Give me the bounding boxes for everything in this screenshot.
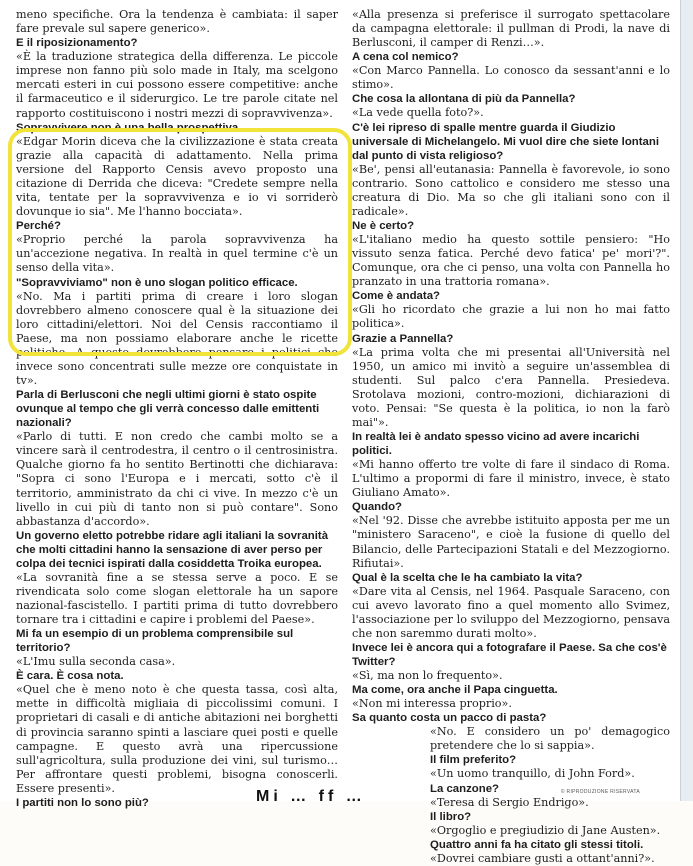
interview-answer: «Con Marco Pannella. Lo conosco da sessant'anni e lo stimo». [352, 64, 670, 92]
interview-question: Grazie a Pannella? [352, 332, 454, 345]
interview-question: Il film preferito? [430, 754, 517, 767]
interview-answer: «La vede quella foto?». [352, 106, 484, 120]
interview-question: Parla di Berlusconi che negli ultimi giorni è stato ospite ovunque al tempo che gli verrà concesso dalle emittenti nazionali? [16, 389, 320, 430]
interview-question: Perché? [16, 220, 61, 233]
interview-answer: «Orgoglio e pregiudizio di Jane Austen». [430, 823, 661, 837]
interview-answer: «Dare vita al Censis, nel 1964. Pasquale Saraceno, con cui avevo lavorato fino a quel momento allo Svimez, l'associazione per lo sviluppo del Mezzogiorno, pensava che non saremmo durati molto». [352, 584, 670, 640]
interview-answer: «Un uomo tranquillo, di John Ford». [430, 767, 635, 781]
interview-answer: «Dovrei cambiare gusti a ottant'anni?». [430, 851, 655, 865]
interview-answer: «È la traduzione strategica della differenza. Le piccole imprese non fanno più solo made in Italy, ma scelgono mercati esteri in cui possono essere competitive: anche il farmaceutico e il siderurgico. Le tre parole citate nel rapporto costituiscono i nostri mezzi di sopravvivenza». [16, 50, 338, 120]
interview-question: C'è lei ripreso di spalle mentre guarda il Giudizio universale di Michelangelo. Mi vuol dire che siete lontani dal punto di vista religioso? [352, 121, 659, 162]
interview-answer: «L'Imu sulla seconda casa». [16, 655, 176, 669]
interview-answer: «L'italiano medio ha questo sottile pensiero: "Ho vissuto senza fatica. Perché devo fatica' pe' mori'?". Comunque, ora che ci penso, una volta con Pannella ho pranzato in una trattoria romana». [352, 232, 670, 289]
page-edge [680, 0, 693, 801]
interview-answer: «No. E considero un po' demagogico pretendere che lo si sappia». [430, 725, 670, 753]
interview-answer: «Be', pensi all'eutanasia: Pannella è favorevole, io sono contrario. Sono cattolico e considero me stesso una creatura di Dio. Ma so che gli italiani sono con il radicale». [352, 162, 670, 218]
interview-question: In realtà lei è andato spesso vicino ad avere incarichi politici. [352, 431, 640, 458]
copyright-notice: © RIPRODUZIONE RISERVATA [560, 789, 640, 795]
interview-question: I partiti non lo sono più? [16, 797, 149, 810]
interview-answer: «Gli ho ricordato che grazie a lui non ho mai fatto politica». [352, 303, 670, 331]
interview-answer: «Proprio perché la parola sopravvivenza ha un'accezione negativa. In realtà in quel termine c'è un senso della vita». [16, 233, 338, 275]
interview-answer: «Non mi interessa proprio». [352, 697, 512, 711]
interview-answer: «La sovranità fine a se stessa serve a poco. E se rivendicata solo come slogan elettorale ha un sapore nazional-fascistello. I partiti prima di tutto dovrebbero tornare tra i cittadini e capire i problemi del Paese». [16, 570, 338, 627]
right-column [352, 8, 670, 866]
interview-answer: «Parlo di tutti. E non credo che cambi molto se a vincere sarà il centrodestra, il centro o il centrosinistra. Qualche giorno fa ho sentito Bertinotti che dichiarava: "Sopra ci sono l'Europa e i mercati, sotto c'è il territorio, amministrato da chi ci vive. In mezzo c'è un livello in cui più di tanto non si può contare". Sono abbastanza d'accordo». [16, 430, 338, 528]
interview-question: "Sopravviviamo" non è uno slogan politico efficace. [16, 276, 298, 289]
interview-answer: «Quel che è meno noto è che questa tassa, così alta, mette in difficoltà migliaia di piccolissimi comuni. I proprietari di casali e di antiche abitazioni nei borghetti di provincia saranno spinti a lasciare quei posti e quelle campagne. E questo avrà una ripercussione sull'agricoltura, sulla produzione dei vini, sul turismo… Per affrontare questi problemi, bisogna conoscerli. Essere presenti». [16, 683, 338, 795]
interview-question: Un governo eletto potrebbe ridare agli italiani la sovranità che molti cittadini hanno la sensazione di aver perso per colpa dei tecnici ispirati dalla cosiddetta Troika europea. [16, 529, 329, 570]
interview-question: Sopravvivere non è una bella prospettiva. [16, 121, 242, 134]
interview-question: Come è andata? [352, 290, 440, 303]
interview-question: Qual è la scelta che le ha cambiato la vita? [352, 571, 583, 584]
interview-answer: «Alla presenza si preferisce il surrogato spettacolare da campagna elettorale: il pullman di Prodi, la nave di Berlusconi, il camper di Renzi…». [352, 8, 670, 50]
interview-question: Quando? [352, 501, 402, 514]
interview-question: Mi fa un esempio di un problema comprensibile sul territorio? [16, 628, 294, 655]
interview-question: Sa quanto costa un pacco di pasta? [352, 712, 547, 725]
interview-question: È cara. È cosa nota. [16, 670, 124, 683]
interview-question: E il riposizionamento? [16, 37, 138, 50]
interview-question: Ma come, ora anche il Papa cinguetta. [352, 684, 558, 697]
interview-question: Ne è certo? [352, 219, 415, 232]
interview-answer: «Mi hanno offerto tre volte di fare il sindaco di Roma. L'ultimo a propormi di fare il ministro, invece, è stato Giuliano Amato». [352, 458, 670, 500]
interview-answer: «La prima volta che mi presentai all'Università nel 1950, un amico mi invitò a seguire un'assemblea di studenti. Sul palco c'era Pannella. Presiedeva. Srotolava mozioni, contro-mozioni, dichiarazioni di voto. Pensai: "Se questa è la politica, io non la farò mai"». [352, 345, 670, 429]
interview-question: Invece lei è ancora qui a fotografare il Paese. Sa che cos'è Twitter? [352, 642, 667, 669]
interview-question: Che cosa la allontana di più da Pannella? [352, 93, 576, 106]
left-column [16, 8, 338, 810]
interview-question: A cena col nemico? [352, 51, 459, 64]
interview-question: Il libro? [430, 810, 472, 823]
interview-question: La canzone? [430, 782, 499, 795]
interview-answer: meno specifiche. Ora la tendenza è cambiata: il saper fare prevale sul sapere generico». [16, 8, 338, 36]
interview-answer: «Edgar Morin diceva che la civilizzazione è stata creata grazie alla capacità di adattamento. Nella prima versione del Rapporto Censis avevo proposto una citazione di Derrida che diceva: "Credete sempre nella vita, tentate per la sopravvivenza e io vi sorriderò dovunque io sia". Me l'hanno bocciata». [16, 134, 338, 219]
interview-question: Quattro anni fa ha citato gli stessi titoli. [430, 838, 644, 851]
interview-answer: «Nel '92. Disse che avrebbe istituito apposta per me un "ministero Saraceno", e cioè la fusione di quello del Bilancio, delle Partecipazioni Statali e del Mezzogiorno. Rifiutai». [352, 514, 670, 570]
interview-answer: «No. Ma i partiti prima di creare i loro slogan dovrebbero almeno conoscere qual è la situazione dei loro cittadini/elettori. Noi del Censis raccontiamo il Paese, ma non possiamo elaborare anche le ricette politiche. A questo dovrebbero pensare i politici che invece sono concentrati sulle mezze ore conquistate in tv». [16, 289, 338, 388]
cropped-headline: Mi … ff … [256, 788, 366, 805]
interview-answer: «Teresa di Sergio Endrigo». [430, 795, 589, 809]
interview-answer: «Sì, ma non lo frequento». [352, 669, 503, 683]
